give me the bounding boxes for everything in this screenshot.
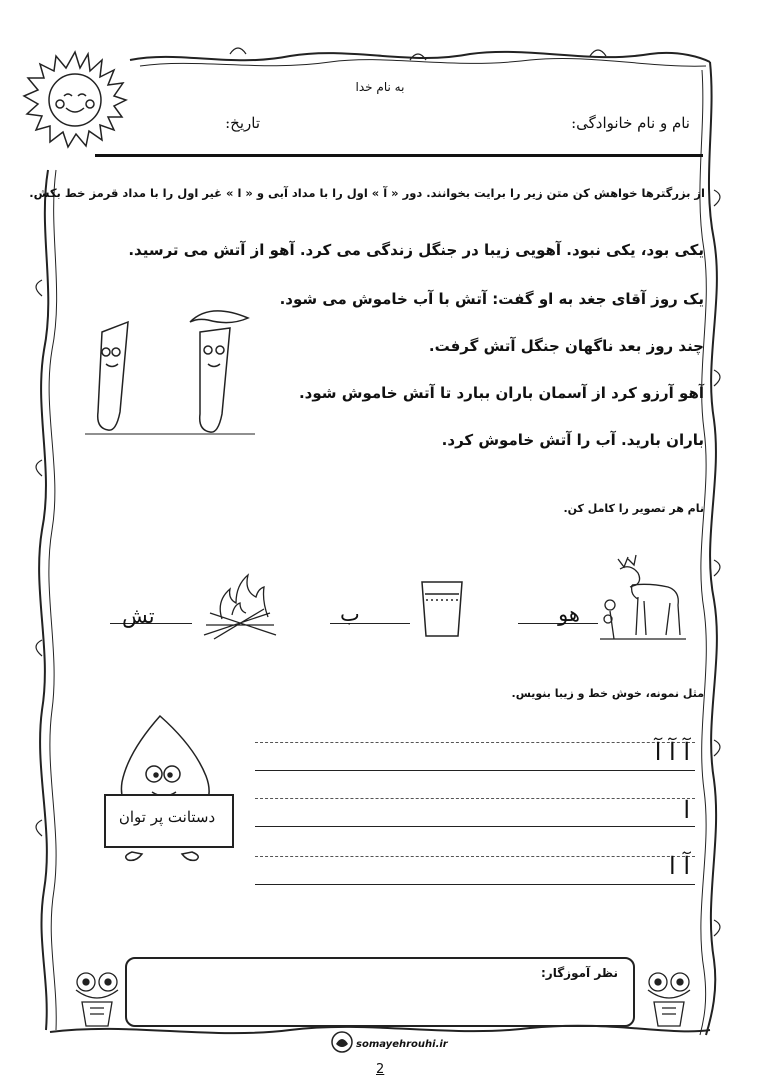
practice-base-line <box>255 826 695 827</box>
page-title: به نام خدا <box>355 80 405 94</box>
story-line: یکی بود، یکی نبود. آهویی زیبا در جنگل زندگی می کرد. آهو از آتش می ترسید. <box>128 241 704 259</box>
story-line: یک روز آقای جغد به او گفت: آتش با آب خاموش می شود. <box>279 290 704 308</box>
letter-characters-illustration <box>80 292 260 442</box>
header-divider <box>95 154 703 157</box>
practice-sample-row: آ ا <box>669 852 690 880</box>
practice-base-line <box>255 884 695 885</box>
section-title-complete: نام هر تصویر را کامل کن. <box>563 502 704 515</box>
story-line: باران بارید. آب را آتش خاموش کرد. <box>441 431 704 449</box>
sun-icon <box>20 44 130 154</box>
letter-a-icon <box>190 311 248 432</box>
story-line: آهو آرزو کرد از آسمان باران ببارد تا آتش خاموش شود. <box>298 384 704 402</box>
story-line: چند روز بعد ناگهان جنگل آتش گرفت. <box>428 337 704 355</box>
page-number: 2 <box>376 1062 385 1077</box>
word-fragment-deer: هو <box>558 602 580 626</box>
deer-icon <box>598 545 690 645</box>
name-field-label: نام و نام خانوادگی: <box>571 114 690 132</box>
section-title-write: مثل نمونه، خوش خط و زیبا بنویس. <box>511 687 704 700</box>
date-field-label: تاریخ: <box>225 114 260 132</box>
logo-icon <box>330 1030 354 1054</box>
practice-sample-row: آ آ آ <box>654 738 690 766</box>
instruction-text: از بزرگترها خواهش کن متن زیر را برایت بخوانند. دور « آ » اول را با مداد آبی و « ا » غیر اول را با مداد قرمز خط بکش. <box>29 186 705 200</box>
water-drop-icon <box>98 712 236 872</box>
practice-sample-row: ا <box>683 796 690 824</box>
word-fragment-glass: ب <box>340 602 360 626</box>
mascot-sign-text: دستانت پر توان <box>118 808 216 826</box>
practice-base-line <box>255 770 695 771</box>
fire-icon <box>200 563 280 643</box>
footer-website: somayehrouhi.ir <box>356 1039 448 1050</box>
frog-icon <box>68 968 126 1032</box>
frog-icon <box>640 968 698 1032</box>
glass-icon <box>418 578 466 640</box>
word-fragment-fire: تش <box>122 604 155 628</box>
letter-alef-icon <box>98 322 128 430</box>
teacher-comment-label: نظر آموزگار: <box>540 966 618 980</box>
